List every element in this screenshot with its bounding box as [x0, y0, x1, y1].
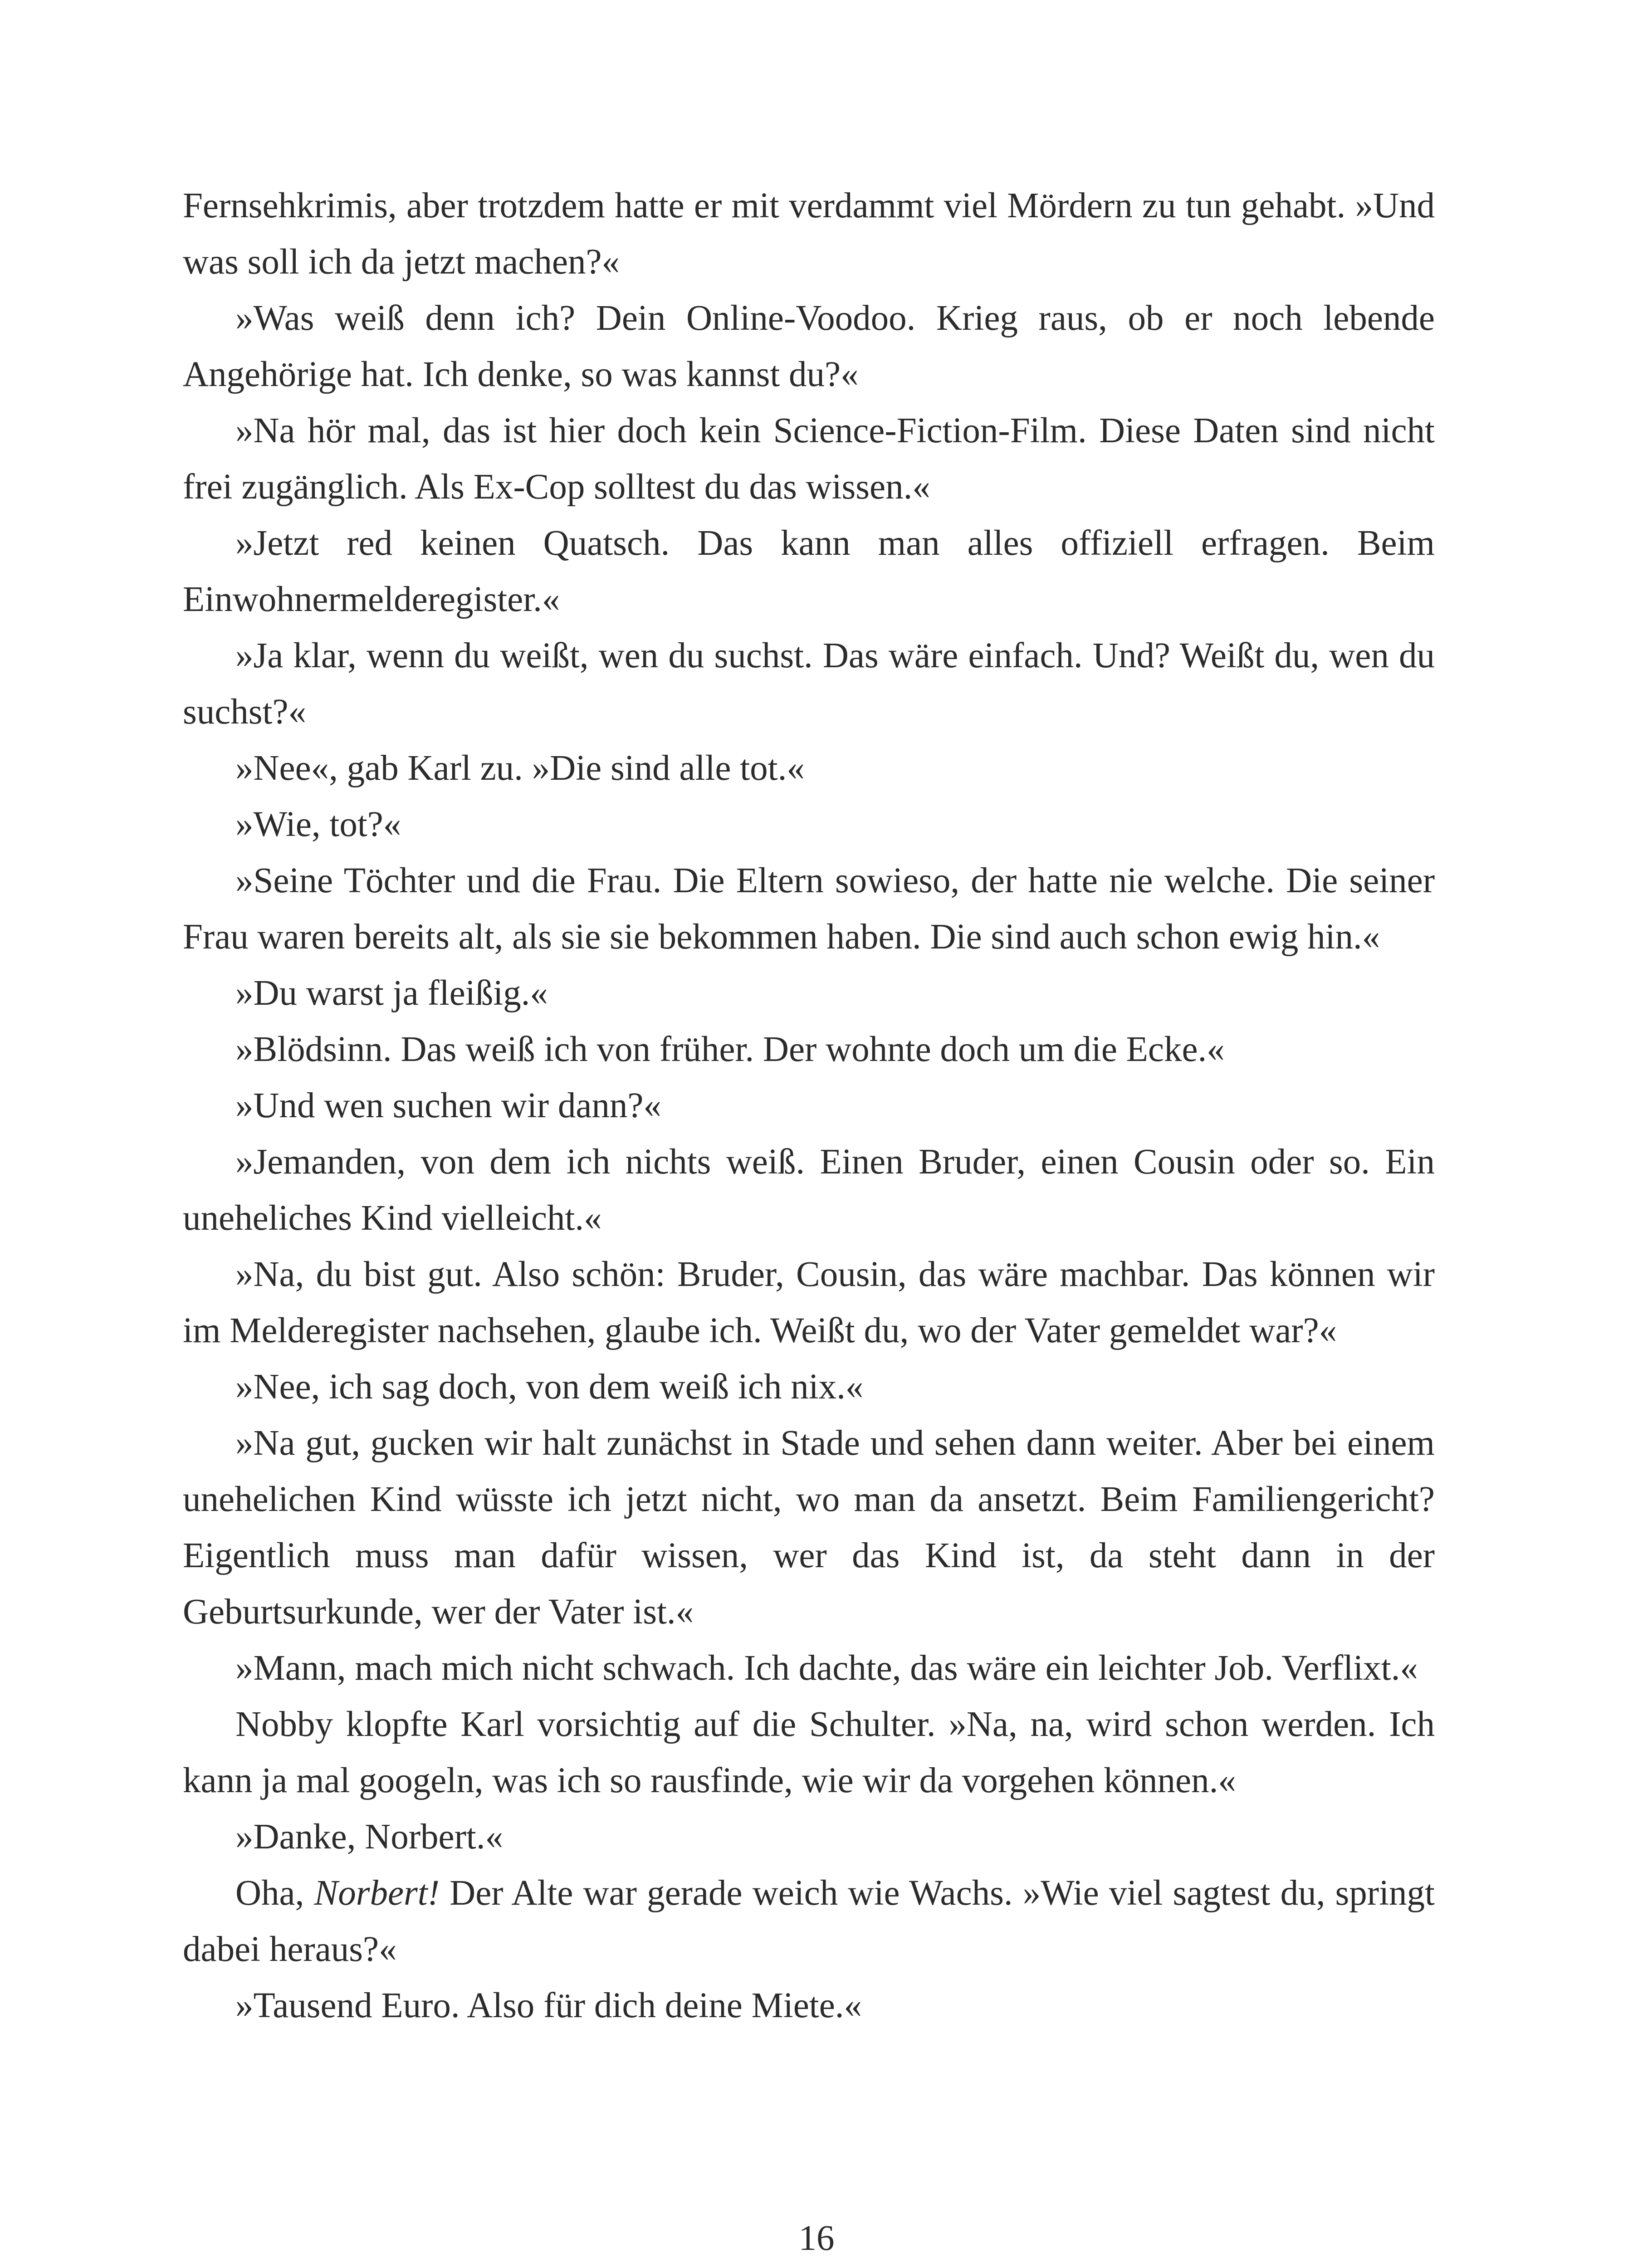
paragraph: »Danke, Norbert.« [235, 1817, 504, 1857]
paragraph: »Nee, ich sag doch, von dem weiß ich nix.« [235, 1367, 864, 1407]
paragraph: »Na hör mal, das ist hier doch kein Science-Fiction-Film. Diese Daten sind nicht frei zugänglich. Als Ex-Cop solltest du das wissen.« [183, 411, 1435, 507]
paragraph: Nobby klopfte Karl vorsichtig auf die Schulter. »Na, na, wird schon werden. Ich kann ja mal googeln, was ich so rausfinde, wie wir da vorgehen können.« [183, 1705, 1435, 1800]
paragraph-norbert [183, 1865, 1435, 1978]
paragraph: »Mann, mach mich nicht schwach. Ich dachte, das wäre ein leichter Job. Verflixt.« [235, 1648, 1418, 1688]
norbert-text-before: Oha, [235, 1873, 314, 1913]
paragraph: »Jemanden, von dem ich nichts weiß. Einen Bruder, einen Cousin oder so. Ein uneheliches Kind vielleicht.« [183, 1142, 1435, 1238]
paragraph: »Wie, tot?« [235, 805, 401, 844]
body-text [183, 178, 1435, 2034]
paragraph: »Blödsinn. Das weiß ich von früher. Der wohnte doch um die Ecke.« [235, 1030, 1225, 1069]
paragraph-last: »Tausend Euro. Also für dich deine Miete.« [235, 1986, 862, 2025]
paragraph: »Na, du bist gut. Also schön: Bruder, Cousin, das wäre machbar. Das können wir im Melderegister nachsehen, glaube ich. Weißt du, wo der Vater gemeldet war?« [183, 1255, 1435, 1350]
paragraph: »Ja klar, wenn du weißt, wen du suchst. Das wäre einfach. Und? Weißt du, wen du suchst?« [183, 636, 1435, 732]
paragraph: »Nee«, gab Karl zu. »Die sind alle tot.« [235, 748, 805, 788]
paragraph: »Na gut, gucken wir halt zunächst in Stade und sehen dann weiter. Aber bei einem unehelichen Kind wüsste ich jetzt nicht, wo man da ansetzt. Beim Familiengericht? Eigentlich muss man dafür wissen, wer das Kind ist, da steht dann in der Geburtsurkunde, wer der Vater ist.« [183, 1423, 1435, 1632]
paragraph: »Seine Töchter und die Frau. Die Eltern sowieso, der hatte nie welche. Die seiner Frau waren bereits alt, als sie sie bekommen haben. Die sind auch schon ewig hin.« [183, 861, 1435, 957]
paragraph: »Jetzt red keinen Quatsch. Das kann man alles offiziell erfragen. Beim Einwohnermelderegister.« [183, 523, 1435, 619]
paragraph: »Du warst ja fleißig.« [235, 973, 548, 1013]
norbert-text-after: Der Alte war gerade weich wie Wachs. »Wie viel sagtest du, springt dabei heraus?« [183, 1873, 1435, 1969]
norbert-italic-name: Norbert! [314, 1873, 440, 1913]
paragraph: »Und wen suchen wir dann?« [235, 1086, 661, 1125]
paragraph: Fernsehkrimis, aber trotzdem hatte er mit verdammt viel Mördern zu tun gehabt. »Und was soll ich da jetzt machen?« [183, 186, 1435, 282]
paragraph: »Was weiß denn ich? Dein Online-Voodoo. Krieg raus, ob er noch lebende Angehörige hat. Ich denke, so was kannst du?« [183, 298, 1435, 394]
page-number: 16 [798, 2219, 835, 2258]
